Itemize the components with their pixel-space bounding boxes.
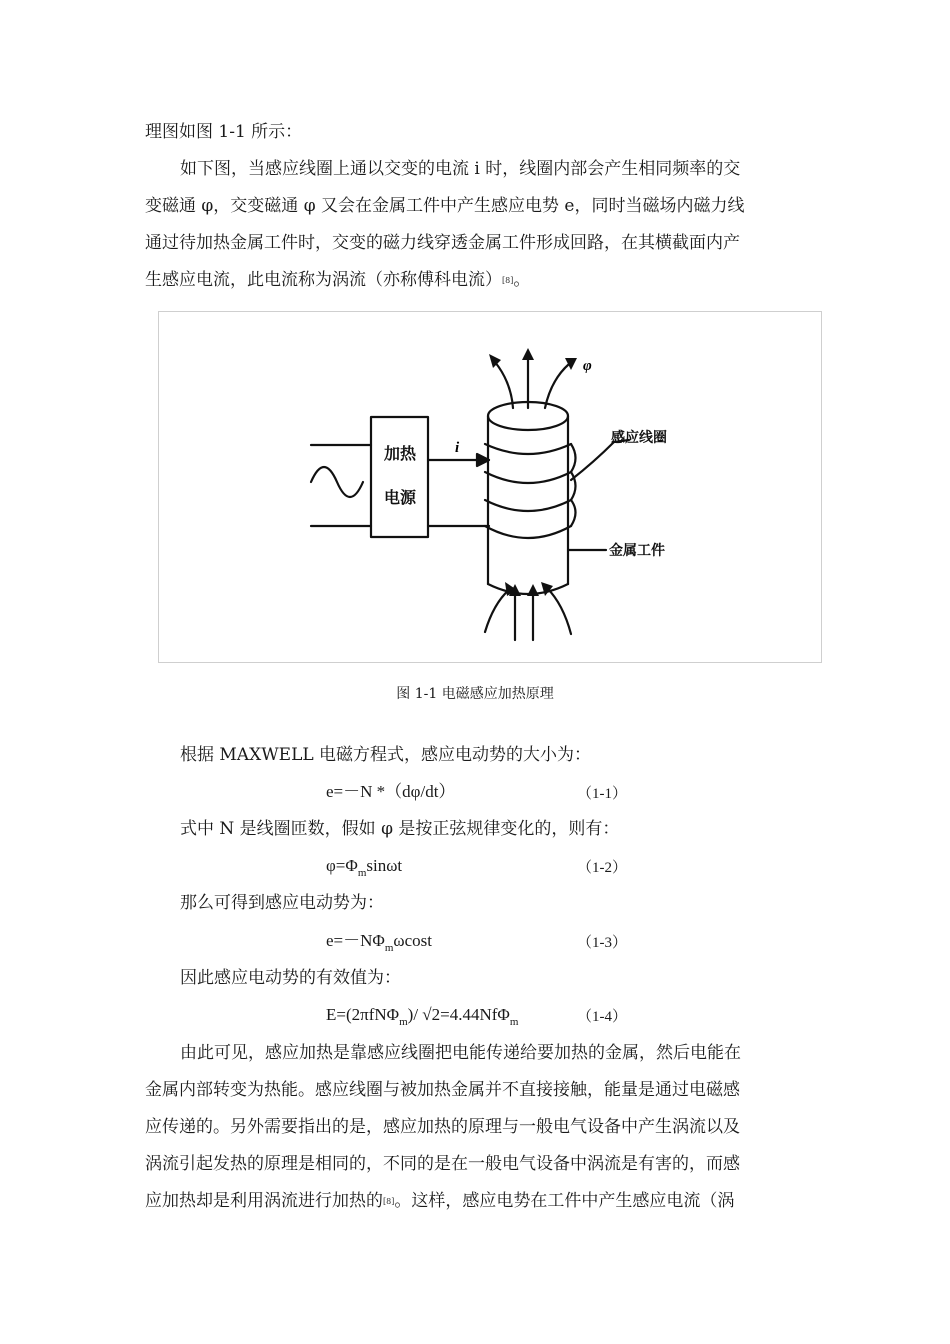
equation-4-part-a: E=(2πfNΦ [326,1005,400,1024]
intro-line-1: 理图如图 1-1 所示： [145,122,303,142]
conclusion-line-3: 应传递的。另外需要指出的是，感应加热的原理与一般电气设备中产生涡流以及 [145,1117,740,1137]
induction-diagram [159,312,823,664]
equation-2-part-b: sinωt [366,856,403,875]
equation-2-part-a: φ=Φ [326,856,358,875]
equation-1-number: （1-1） [577,786,627,802]
eq-intro-2: 式中 N 是线圈匝数，假如 φ 是按正弦规律变化的，则有： [180,819,620,839]
flux-head-right [565,358,577,370]
equation-4-subscript-2: m [509,1016,519,1028]
intro-line-3: 变磁通 φ，交变磁通 φ 又会在金属工件中产生感应电势 e，同时当磁场内磁力线 [145,196,745,216]
eq-intro-1: 根据 MAXWELL 电磁方程式，感应电动势的大小为： [180,745,592,765]
coil-label: 感应线圈 [611,430,667,446]
equation-1: e=－N *（dφ/dt） [326,782,456,801]
eq-intro-4: 因此感应电动势的有效值为： [180,968,401,988]
citation-ref-2: [8] [383,1197,395,1206]
flux-arrow-bottom-right [547,588,571,634]
flux-head-middle [522,348,534,360]
intro-line-4: 通过待加热金属工件时，交变的磁力线穿透金属工件形成回路，在其横截面内产 [145,233,740,253]
conclusion-line-2: 金属内部转变为热能。感应线圈与被加热金属并不直接接触，能量是通过电磁感 [145,1080,740,1100]
flux-head-bottom-mid2 [527,584,539,596]
coil-turn-2 [485,472,571,483]
coil-back-1 [571,444,576,472]
equation-2-subscript: m [357,867,367,879]
equation-4-subscript: m [399,1016,408,1028]
conclusion-line-1: 由此可见，感应加热是靠感应线圈把电能传递给要加热的金属，然后电能在 [180,1043,741,1063]
equation-4-part-b: )/ √2=4.44NfΦ [407,1005,510,1024]
intro-line-2: 如下图，当感应线圈上通以交变的电流 i 时，线圈内部会产生相同频率的交 [180,159,741,179]
coil-turn-1 [485,444,571,454]
equation-2 [326,854,402,878]
intro-line-5-text: 生感应电流，此电流称为涡流（亦称傅科电流） [145,270,502,290]
ac-sine-symbol [311,467,363,497]
coil-turn-3 [485,500,571,511]
conclusion-line-4: 涡流引起发热的原理是相同的，不同的是在一般电气设备中涡流是有害的，而感 [145,1154,740,1174]
workpiece-bottom [488,584,568,594]
induction-heating-figure [158,311,822,663]
workpiece-label: 金属工件 [609,543,665,559]
power-supply-label-2: 电源 [384,488,417,507]
conclusion-line-5 [145,1189,734,1214]
equation-3 [326,929,432,953]
coil-back-3 [571,500,576,526]
coil-leader-line [571,440,629,480]
equation-4 [326,1003,518,1027]
intro-line-5 [145,268,530,293]
figure-caption: 图 1-1 电磁感应加热原理 [396,686,554,702]
equation-3-part-a: e=－NΦ [326,931,385,950]
conclusion-line-5-end: 。这样，感应电势在工件中产生感应电流（涡 [394,1191,735,1211]
current-label: i [455,440,460,456]
flux-label: φ [583,358,592,374]
flux-arrow-right [545,364,569,408]
equation-4-number: （1-4） [577,1009,627,1025]
equation-3-subscript: m [384,942,394,954]
equation-2-number: （1-2） [577,860,627,876]
intro-line-5-end: 。 [513,270,531,290]
power-supply-box [371,417,428,537]
equation-3-part-b: ωcost [393,931,432,950]
flux-arrow-left [495,362,513,408]
coil-turn-4 [485,526,571,538]
power-supply-label-1: 加热 [384,444,417,463]
eq-intro-3: 那么可得到感应电动势为： [180,893,384,913]
citation-ref: [8] [502,276,514,285]
conclusion-line-5-text: 应加热却是利用涡流进行加热的 [145,1191,383,1211]
equation-3-number: （1-3） [577,935,627,951]
